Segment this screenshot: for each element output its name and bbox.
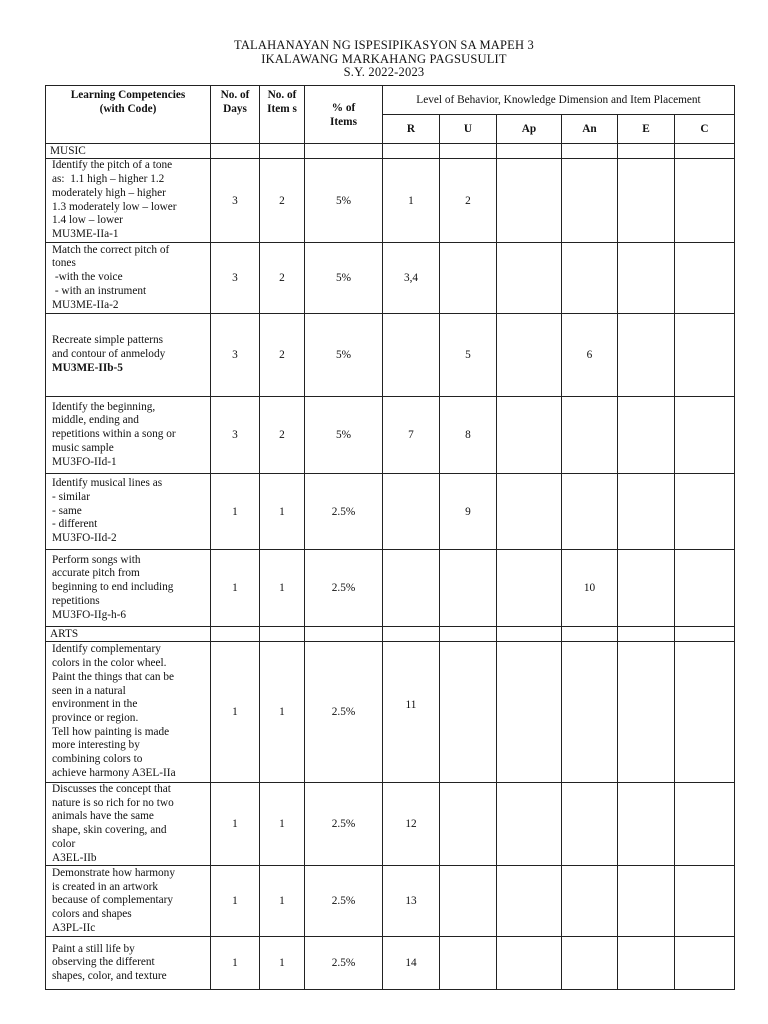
specification-table	[45, 85, 735, 990]
e-cell	[618, 866, 675, 937]
an-cell: 6	[562, 314, 618, 397]
items-cell: 1	[260, 866, 305, 937]
ap-cell	[497, 937, 562, 990]
competency-line: A3PL-IIc	[52, 921, 96, 934]
c-cell	[675, 314, 735, 397]
competency-line: combining colors to	[52, 753, 143, 766]
an-cell	[562, 243, 618, 314]
an-cell	[562, 866, 618, 937]
competency-line: Identify the beginning,	[52, 400, 156, 413]
ap-cell	[497, 474, 562, 550]
percent-cell: 5%	[305, 159, 383, 243]
title-line-2: IKALAWANG MARKAHANG PAGSUSULIT	[261, 51, 507, 66]
competency-line: and contour of anmelody	[52, 348, 166, 361]
competency-line: achieve harmony A3EL-IIa	[52, 766, 176, 779]
u-cell: 9	[440, 474, 497, 550]
u-cell	[440, 937, 497, 990]
table-row	[46, 243, 735, 314]
empty-cell	[562, 144, 618, 159]
e-cell	[618, 159, 675, 243]
competency-line: Match the correct pitch of	[52, 243, 170, 256]
percent-cell: 2.5%	[305, 866, 383, 937]
header-an: An	[562, 115, 618, 144]
days-cell: 1	[211, 474, 260, 550]
u-cell: 5	[440, 314, 497, 397]
section-row	[46, 144, 735, 159]
competency-cell	[46, 783, 211, 866]
c-cell	[675, 783, 735, 866]
empty-cell	[305, 144, 383, 159]
empty-cell	[618, 144, 675, 159]
ap-cell	[497, 243, 562, 314]
percent-cell: 5%	[305, 314, 383, 397]
table-body	[46, 144, 735, 990]
percent-cell: 5%	[305, 397, 383, 474]
competency-line: middle, ending and	[52, 414, 139, 427]
competency-line: MU3FO-IIg-h-6	[52, 608, 127, 621]
r-cell: 1	[383, 159, 440, 243]
table-row	[46, 937, 735, 990]
competency-line: MU3FO-IId-2	[52, 532, 117, 545]
table-row	[46, 314, 735, 397]
competency-line: Demonstrate how harmony	[52, 866, 175, 879]
percent-cell: 5%	[305, 243, 383, 314]
table-row	[46, 783, 735, 866]
table-row	[46, 474, 735, 550]
e-cell	[618, 314, 675, 397]
c-cell	[675, 937, 735, 990]
competency-cell	[46, 550, 211, 627]
competency-line: is created in an artwork	[52, 880, 159, 893]
competency-line: colors and shapes	[52, 908, 132, 921]
r-cell: 11	[383, 642, 440, 783]
competency-line: province or region.	[52, 712, 139, 724]
empty-cell	[260, 144, 305, 159]
title-line-3: S.Y. 2022-2023	[343, 65, 425, 79]
table-row	[46, 159, 735, 243]
u-cell	[440, 866, 497, 937]
competency-cell	[46, 474, 211, 550]
section-name: MUSIC	[46, 144, 211, 159]
competency-cell	[46, 937, 211, 990]
r-cell	[383, 474, 440, 550]
table-row	[46, 866, 735, 937]
empty-cell	[618, 627, 675, 642]
competency-line: because of complementary	[52, 894, 174, 907]
u-cell	[440, 783, 497, 866]
ap-cell	[497, 397, 562, 474]
percent-cell: 2.5%	[305, 474, 383, 550]
days-cell: 3	[211, 243, 260, 314]
days-cell: 1	[211, 937, 260, 990]
c-cell	[675, 243, 735, 314]
header-ap: Ap	[497, 115, 562, 144]
competency-line: repetitions	[52, 594, 100, 607]
c-cell	[675, 159, 735, 243]
header-e: E	[618, 115, 675, 144]
e-cell	[618, 397, 675, 474]
competency-line: repetitions within a song or	[52, 428, 176, 441]
competency-line: beginning to end including	[52, 581, 174, 594]
days-cell: 3	[211, 397, 260, 474]
r-cell: 13	[383, 866, 440, 937]
competency-line: 1.3 moderately low – lower	[52, 200, 177, 213]
competency-line: MU3ME-IIa-2	[52, 298, 119, 311]
ap-cell	[497, 642, 562, 783]
an-cell	[562, 642, 618, 783]
c-cell	[675, 474, 735, 550]
c-cell	[675, 550, 735, 627]
items-cell: 1	[260, 937, 305, 990]
percent-cell: 2.5%	[305, 937, 383, 990]
ap-cell	[497, 159, 562, 243]
items-cell: 1	[260, 550, 305, 627]
percent-cell: 2.5%	[305, 783, 383, 866]
c-cell	[675, 866, 735, 937]
competency-line: Recreate simple patterns	[52, 334, 164, 347]
competency-line: animals have the same	[52, 810, 154, 823]
empty-cell	[675, 627, 735, 642]
competency-cell	[46, 243, 211, 314]
days-cell: 1	[211, 550, 260, 627]
header-c: C	[675, 115, 735, 144]
r-cell: 14	[383, 937, 440, 990]
header-r: R	[383, 115, 440, 144]
header-items: No. of Item s	[260, 86, 305, 144]
empty-cell	[383, 627, 440, 642]
e-cell	[618, 243, 675, 314]
u-cell	[440, 642, 497, 783]
days-cell: 1	[211, 866, 260, 937]
days-cell: 1	[211, 642, 260, 783]
items-cell: 2	[260, 314, 305, 397]
u-cell	[440, 243, 497, 314]
c-cell	[675, 642, 735, 783]
r-cell: 3,4	[383, 243, 440, 314]
competency-line: environment in the	[52, 698, 138, 711]
competency-line: - same	[52, 504, 82, 517]
competency-code: MU3ME-IIb-5	[52, 361, 123, 374]
r-cell	[383, 550, 440, 627]
competency-line: - similar	[52, 490, 90, 503]
competency-line: Paint the things that can be	[52, 670, 175, 683]
competency-line: color	[52, 837, 76, 850]
table-row	[46, 642, 735, 783]
competency-cell	[46, 314, 211, 397]
an-cell	[562, 783, 618, 866]
competency-line: Paint a still life by	[52, 942, 135, 955]
competency-line: as: 1.1 high – higher 1.2	[52, 173, 165, 186]
competency-cell	[46, 159, 211, 243]
competency-line: moderately high – higher	[52, 186, 166, 199]
competency-line: shape, skin covering, and	[52, 824, 167, 837]
competency-line: 1.4 low – lower	[52, 214, 123, 227]
competency-line: Discusses the concept that	[52, 783, 171, 795]
empty-cell	[211, 144, 260, 159]
an-cell	[562, 397, 618, 474]
competency-line: MU3FO-IId-1	[52, 455, 117, 468]
competency-line: MU3ME-IIa-1	[52, 227, 119, 240]
ap-cell	[497, 866, 562, 937]
competency-line: - with an instrument	[52, 284, 147, 297]
competency-line: A3EL-IIb	[52, 851, 97, 864]
table-row	[46, 397, 735, 474]
e-cell	[618, 550, 675, 627]
empty-cell	[211, 627, 260, 642]
items-cell: 1	[260, 642, 305, 783]
days-cell: 3	[211, 159, 260, 243]
competency-cell	[46, 397, 211, 474]
ap-cell	[497, 783, 562, 866]
items-cell: 2	[260, 243, 305, 314]
competency-line: music sample	[52, 441, 114, 454]
an-cell	[562, 159, 618, 243]
u-cell: 2	[440, 159, 497, 243]
e-cell	[618, 642, 675, 783]
empty-cell	[440, 627, 497, 642]
days-cell: 3	[211, 314, 260, 397]
e-cell	[618, 783, 675, 866]
competency-line: accurate pitch from	[52, 567, 140, 580]
percent-cell: 2.5%	[305, 550, 383, 627]
empty-cell	[497, 627, 562, 642]
competency-line: Identify musical lines as	[52, 477, 163, 490]
competency-line: Identify the pitch of a tone	[52, 159, 173, 172]
u-cell	[440, 550, 497, 627]
c-cell	[675, 397, 735, 474]
an-cell: 10	[562, 550, 618, 627]
empty-cell	[440, 144, 497, 159]
competency-line: more interesting by	[52, 739, 140, 752]
percent-cell: 2.5%	[305, 642, 383, 783]
r-cell: 12	[383, 783, 440, 866]
section-row	[46, 627, 735, 642]
empty-cell	[260, 627, 305, 642]
competency-line: -with the voice	[52, 271, 123, 284]
competency-cell	[46, 866, 211, 937]
e-cell	[618, 937, 675, 990]
competency-line: colors in the color wheel.	[52, 657, 167, 670]
header-competencies: Learning Competencies (with Code)	[46, 86, 211, 144]
items-cell: 1	[260, 474, 305, 550]
competency-line: Perform songs with	[52, 553, 141, 566]
empty-cell	[497, 144, 562, 159]
days-cell: 1	[211, 783, 260, 866]
e-cell	[618, 474, 675, 550]
header-u: U	[440, 115, 497, 144]
items-cell: 2	[260, 159, 305, 243]
ap-cell	[497, 314, 562, 397]
competency-line: tones	[52, 257, 76, 270]
items-cell: 1	[260, 783, 305, 866]
competency-line: Identify complementary	[52, 643, 161, 656]
u-cell: 8	[440, 397, 497, 474]
header-days: No. of Days	[211, 86, 260, 144]
competency-cell	[46, 642, 211, 783]
document-title	[0, 39, 768, 80]
an-cell	[562, 474, 618, 550]
ap-cell	[497, 550, 562, 627]
title-line-1: TALAHANAYAN NG ISPESIPIKASYON SA MAPEH 3	[234, 38, 534, 52]
competency-line: shapes, color, and texture	[52, 970, 167, 983]
competency-line: nature is so rich for no two	[52, 796, 174, 809]
empty-cell	[383, 144, 440, 159]
header-percent: % of Items	[305, 86, 383, 144]
an-cell	[562, 937, 618, 990]
items-cell: 2	[260, 397, 305, 474]
r-cell: 7	[383, 397, 440, 474]
header-level: Level of Behavior, Knowledge Dimension and Item Placement	[383, 86, 735, 115]
table-row	[46, 550, 735, 627]
empty-cell	[675, 144, 735, 159]
empty-cell	[562, 627, 618, 642]
section-name: ARTS	[46, 627, 211, 642]
r-cell	[383, 314, 440, 397]
competency-line: seen in a natural	[52, 684, 126, 697]
competency-line: observing the different	[52, 956, 155, 969]
competency-line: Tell how painting is made	[52, 725, 170, 738]
empty-cell	[305, 627, 383, 642]
competency-line: - different	[52, 518, 98, 531]
